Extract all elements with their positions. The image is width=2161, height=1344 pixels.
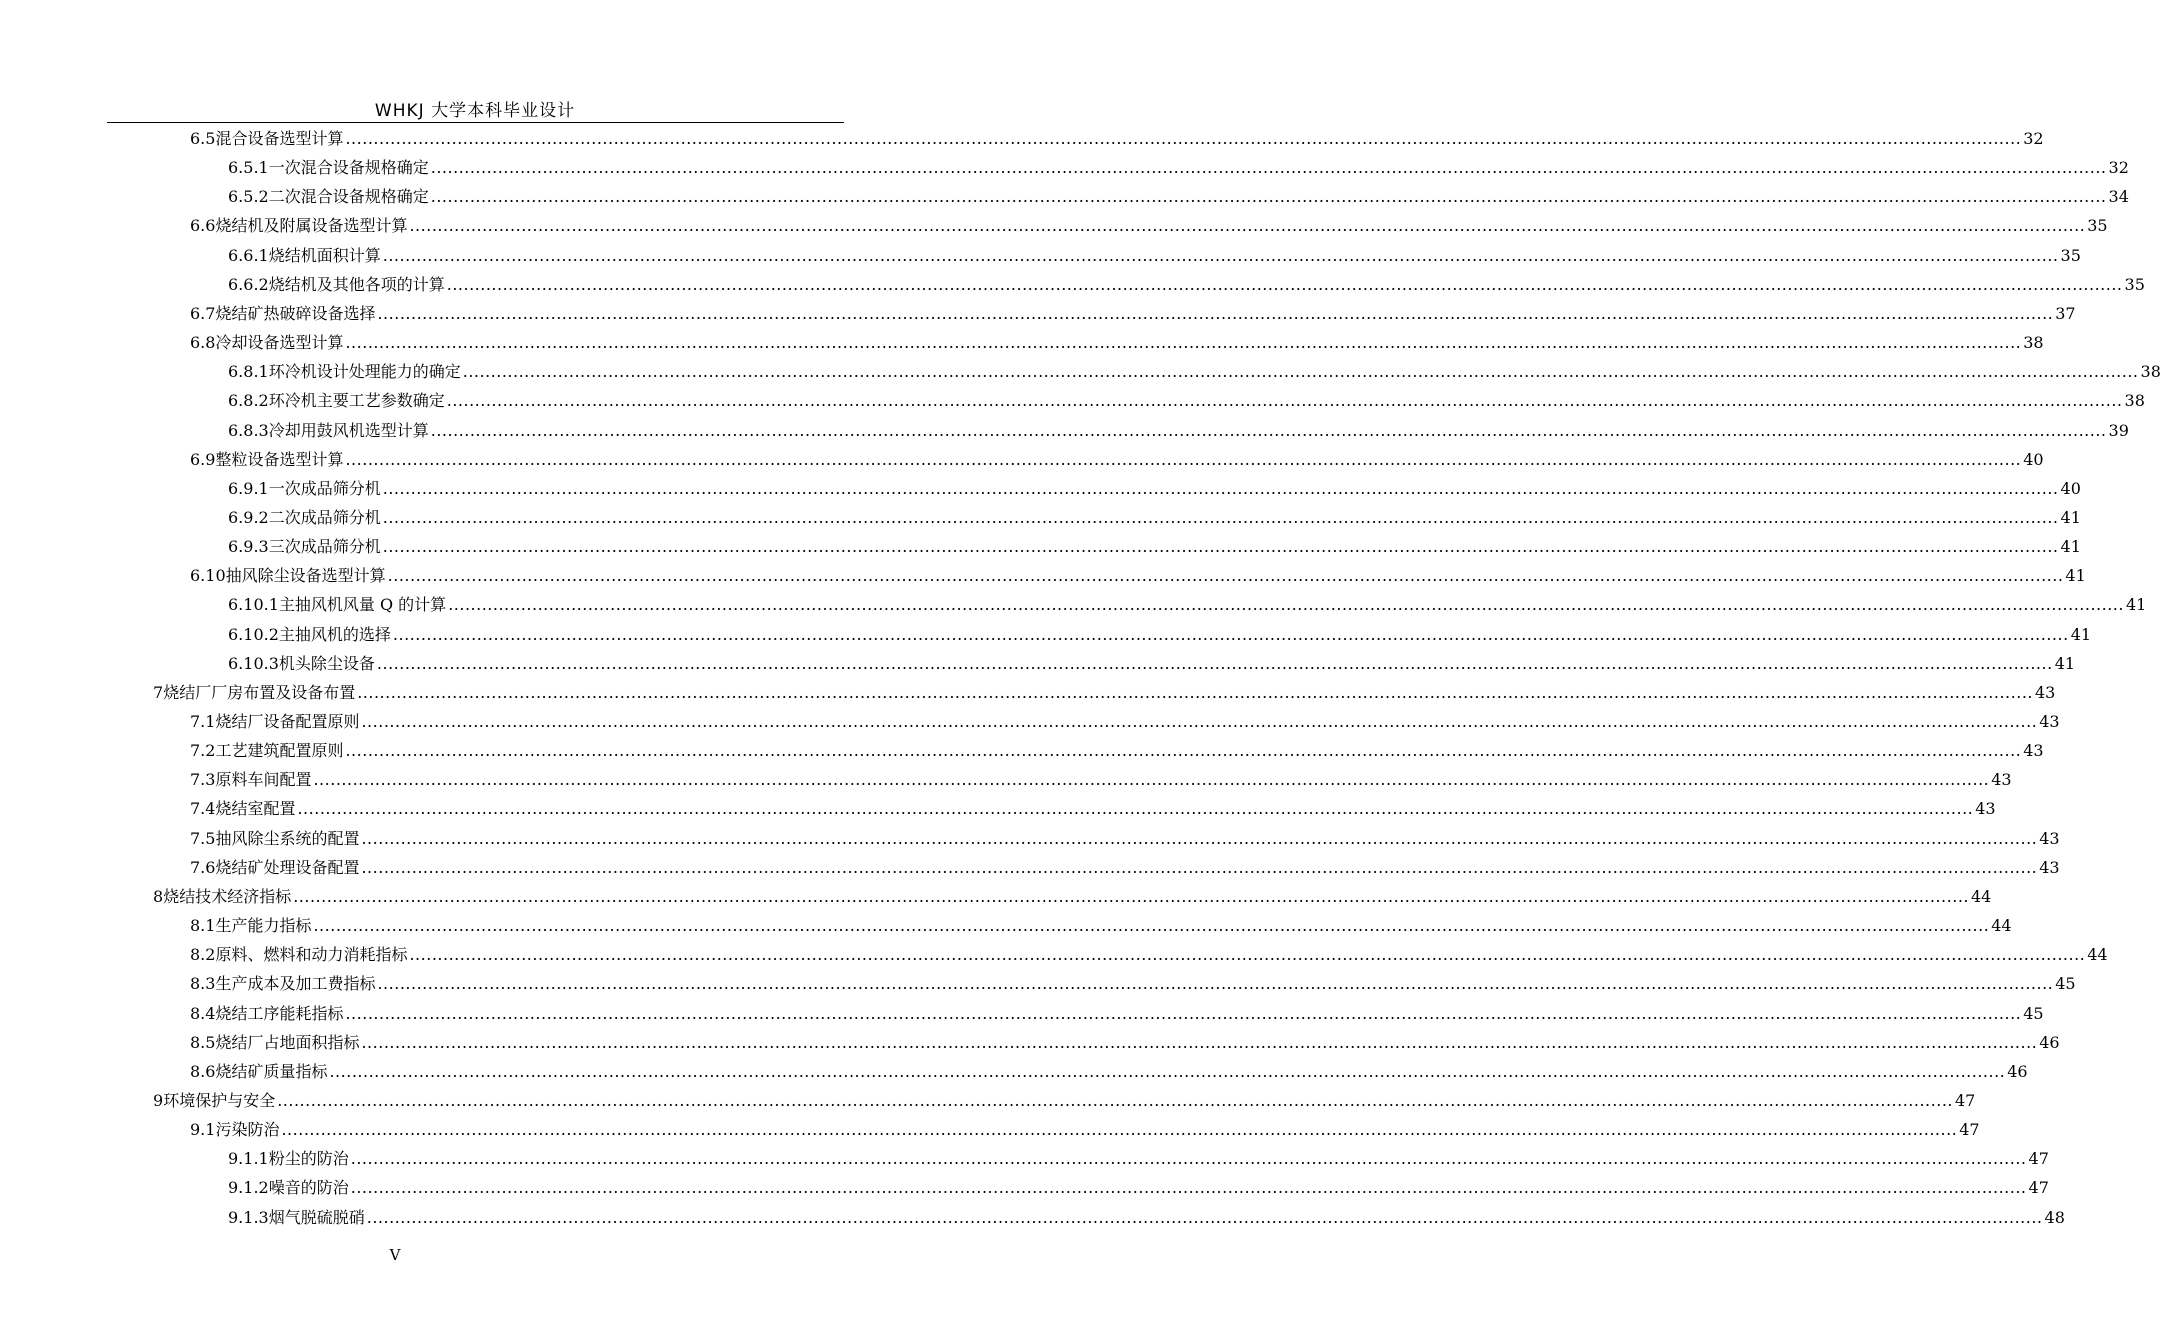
toc-entry-number: 6.8.3 xyxy=(228,420,269,440)
toc-dot-leader: ............................................................................................................................................................................................................................................................................................................ xyxy=(313,916,1990,935)
toc-entry-title: 原料、燃料和动力消耗指标 xyxy=(215,945,408,965)
toc-entry[interactable] xyxy=(228,474,2081,503)
toc-entry-title: 环冷机设计处理能力的确定 xyxy=(268,362,461,382)
toc-entry[interactable] xyxy=(190,707,2060,736)
toc-dot-leader: ............................................................................................................................................................................................................................................................................................................ xyxy=(329,1061,2006,1081)
toc-entry[interactable] xyxy=(228,357,2161,386)
toc-entry-title: 环境保护与安全 xyxy=(163,1090,276,1110)
toc-entry[interactable] xyxy=(190,211,2108,240)
toc-entry-title: 烧结矿热破碎设备选择 xyxy=(215,303,376,323)
toc-entry[interactable] xyxy=(190,736,2044,765)
toc-entry-title: 烧结矿处理设备配置 xyxy=(215,857,360,877)
toc-entry-page: 41 xyxy=(2054,653,2076,673)
toc-entry[interactable] xyxy=(190,1028,2060,1057)
toc-entry-number: 6.6.1 xyxy=(228,245,269,265)
toc-dot-leader: ............................................................................................................................................................................................................................................................................................................ xyxy=(382,537,2059,557)
toc-entry-title: 噪音的防治 xyxy=(268,1178,349,1198)
toc-entry[interactable] xyxy=(228,153,2129,182)
toc-dot-leader: ............................................................................................................................................................................................................................................................................................................ xyxy=(357,682,2033,702)
toc-entry-title: 主抽风机风量 Q 的计算 xyxy=(278,595,447,615)
toc-entry-number: 6.5.2 xyxy=(228,187,269,207)
toc-entry-number: 6.9 xyxy=(190,449,216,469)
toc-entry-number: 9.1.1 xyxy=(228,1149,269,1169)
toc-entry[interactable] xyxy=(228,182,2129,211)
toc-entry-number: 7.3 xyxy=(190,770,216,790)
toc-entry-title: 整粒设备选型计算 xyxy=(215,449,344,469)
toc-dot-leader: ............................................................................................................................................................................................................................................................................................................ xyxy=(462,362,2139,382)
toc-entry-number: 6.9.3 xyxy=(228,537,269,557)
toc-entry-page: 45 xyxy=(2023,1003,2044,1023)
toc-entry-page: 41 xyxy=(2060,507,2081,527)
toc-entry-number: 8.1 xyxy=(190,916,216,935)
toc-entry[interactable] xyxy=(190,911,2012,940)
toc-dot-leader: ............................................................................................................................................................................................................................................................................................................ xyxy=(313,770,1990,790)
toc-entry[interactable] xyxy=(190,1115,1980,1144)
toc-entry-page: 40 xyxy=(2060,478,2081,498)
toc-entry-number: 7.4 xyxy=(190,799,216,819)
toc-entry-page: 35 xyxy=(2124,274,2145,294)
toc-entry-page: 46 xyxy=(2007,1061,2028,1081)
toc-entry[interactable] xyxy=(190,969,2076,998)
toc-entry[interactable] xyxy=(190,794,1996,823)
toc-entry-title: 环冷机主要工艺参数确定 xyxy=(268,391,445,411)
toc-entry[interactable] xyxy=(228,241,2081,270)
toc-entry[interactable] xyxy=(153,882,1992,911)
toc-entry-page: 39 xyxy=(2108,420,2129,440)
toc-entry[interactable] xyxy=(228,532,2081,561)
toc-entry-number: 6.9.1 xyxy=(228,478,269,498)
toc-entry-title: 一次混合设备规格确定 xyxy=(268,158,429,178)
toc-dot-leader: ............................................................................................................................................................................................................................................................................................................ xyxy=(382,507,2059,527)
toc-dot-leader: ............................................................................................................................................................................................................................................................................................................ xyxy=(382,245,2059,265)
toc-entry-page: 41 xyxy=(2060,537,2081,557)
toc-dot-leader: ............................................................................................................................................................................................................................................................................................................ xyxy=(377,974,2054,994)
toc-entry-page: 35 xyxy=(2087,216,2108,236)
toc-entry-page: 47 xyxy=(1954,1090,1976,1110)
toc-entry-title: 二次混合设备规格确定 xyxy=(268,187,429,207)
toc-entry[interactable] xyxy=(228,270,2145,299)
toc-dot-leader: ............................................................................................................................................................................................................................................................................................................ xyxy=(361,828,2038,848)
toc-dot-leader: ............................................................................................................................................................................................................................................................................................................ xyxy=(376,653,2053,673)
toc-entry-number: 8.3 xyxy=(190,974,216,994)
toc-entry[interactable] xyxy=(153,678,2056,707)
toc-entry-number: 6.10.3 xyxy=(228,653,279,673)
toc-entry[interactable] xyxy=(228,503,2081,532)
toc-entry-title: 污染防治 xyxy=(215,1120,280,1140)
toc-entry-title: 机头除尘设备 xyxy=(278,653,375,673)
toc-entry-number: 7.2 xyxy=(190,741,216,761)
toc-entry-page: 41 xyxy=(2125,595,2147,615)
toc-entry-number: 7 xyxy=(153,682,164,702)
toc-entry-title: 冷却设备选型计算 xyxy=(215,333,344,352)
toc-dot-leader: ............................................................................................................................................................................................................................................................................................................ xyxy=(430,158,2107,178)
toc-entry-title: 原料车间配置 xyxy=(215,770,312,790)
toc-entry-page: 43 xyxy=(2039,828,2060,848)
toc-entry-page: 43 xyxy=(1975,799,1996,819)
toc-entry-title: 烧结矿质量指标 xyxy=(215,1061,328,1081)
toc-entry-number: 9.1.3 xyxy=(228,1207,269,1227)
toc-dot-leader: ............................................................................................................................................................................................................................................................................................................ xyxy=(361,857,2038,877)
toc-entry-page: 47 xyxy=(2028,1178,2049,1198)
toc-entry-number: 6.9.2 xyxy=(228,507,269,527)
toc-entry[interactable] xyxy=(190,853,2060,882)
toc-entry-page: 47 xyxy=(2028,1149,2049,1169)
toc-entry-page: 38 xyxy=(2124,391,2145,411)
toc-entry[interactable] xyxy=(228,386,2145,415)
toc-entry-page: 37 xyxy=(2055,303,2076,323)
toc-entry-title: 烟气脱硫脱硝 xyxy=(268,1207,365,1227)
toc-entry[interactable] xyxy=(190,940,2108,969)
toc-entry-page: 41 xyxy=(2070,624,2092,644)
toc-entry-number: 6.6.2 xyxy=(228,274,269,294)
toc-dot-leader: ............................................................................................................................................................................................................................................................................................................ xyxy=(361,712,2038,731)
toc-entry-page: 44 xyxy=(1970,886,1992,906)
toc-entry-title: 工艺建筑配置原则 xyxy=(215,741,344,761)
toc-entry-title: 烧结厂设备配置原则 xyxy=(215,712,360,731)
toc-entry-number: 8 xyxy=(153,886,164,906)
toc-entry-number: 6.5.1 xyxy=(228,158,269,178)
toc-dot-leader: ............................................................................................................................................................................................................................................................................................................ xyxy=(446,274,2123,294)
toc-entry-number: 9.1 xyxy=(190,1120,216,1140)
toc-entry[interactable] xyxy=(228,620,2092,649)
toc-entry-page: 43 xyxy=(2023,741,2044,761)
toc-dot-leader: ............................................................................................................................................................................................................................................................................................................ xyxy=(350,1149,2027,1169)
toc-entry-page: 43 xyxy=(1991,770,2012,790)
toc-entry[interactable] xyxy=(228,416,2129,445)
toc-entry-page: 44 xyxy=(2087,945,2108,965)
toc-entry-page: 35 xyxy=(2060,245,2081,265)
toc-entry[interactable] xyxy=(153,1086,1976,1115)
toc-dot-leader: ............................................................................................................................................................................................................................................................................................................ xyxy=(345,129,2022,148)
toc-dot-leader: ............................................................................................................................................................................................................................................................................................................ xyxy=(446,391,2123,411)
toc-dot-leader: ............................................................................................................................................................................................................................................................................................................ xyxy=(409,945,2086,965)
toc-entry-page: 38 xyxy=(2023,333,2044,352)
toc-entry-title: 冷却用鼓风机选型计算 xyxy=(268,420,429,440)
toc-entry-number: 6.6 xyxy=(190,216,216,236)
toc-entry-number: 7.5 xyxy=(190,828,216,848)
toc-entry-number: 8.2 xyxy=(190,945,216,965)
toc-entry-page: 44 xyxy=(1991,916,2012,935)
toc-entry-page: 48 xyxy=(2044,1207,2065,1227)
toc-dot-leader: ............................................................................................................................................................................................................................................................................................................ xyxy=(293,886,1969,906)
toc-entry-number: 6.10.1 xyxy=(228,595,279,615)
toc-entry-title: 混合设备选型计算 xyxy=(215,129,344,148)
toc-entry-title: 抽风除尘设备选型计算 xyxy=(225,566,386,586)
toc-dot-leader: ............................................................................................................................................................................................................................................................................................................ xyxy=(382,478,2059,498)
toc-dot-leader: ............................................................................................................................................................................................................................................................................................................ xyxy=(345,333,2022,352)
toc-dot-leader: ............................................................................................................................................................................................................................................................................................................ xyxy=(345,449,2022,469)
toc-entry-number: 6.10.2 xyxy=(228,624,279,644)
toc-entry-title: 一次成品筛分机 xyxy=(268,478,381,498)
toc-entry-title: 烧结机及附属设备选型计算 xyxy=(215,216,408,236)
toc-entry-page: 43 xyxy=(2039,857,2060,877)
toc-entry-title: 烧结机面积计算 xyxy=(268,245,381,265)
toc-entry[interactable] xyxy=(228,1203,2065,1232)
toc-dot-leader: ............................................................................................................................................................................................................................................................................................................ xyxy=(350,1178,2027,1198)
header-divider xyxy=(107,122,844,123)
page-header-title: WHKJ 大学本科毕业设计 xyxy=(374,101,576,121)
toc-entry-number: 6.7 xyxy=(190,303,216,323)
toc-entry[interactable] xyxy=(228,1144,2049,1173)
toc-entry[interactable] xyxy=(190,1057,2028,1086)
toc-entry-page: 32 xyxy=(2023,129,2044,148)
toc-entry[interactable] xyxy=(228,1173,2049,1202)
toc-entry-page: 47 xyxy=(1959,1120,1980,1140)
toc-entry[interactable] xyxy=(190,824,2060,853)
toc-entry-title: 烧结厂占地面积指标 xyxy=(215,1032,360,1052)
toc-entry-title: 抽风除尘系统的配置 xyxy=(215,828,360,848)
toc-entry-title: 烧结工序能耗指标 xyxy=(215,1003,344,1023)
toc-dot-leader: ............................................................................................................................................................................................................................................................................................................ xyxy=(345,1003,2022,1023)
toc-entry-title: 烧结机及其他各项的计算 xyxy=(268,274,445,294)
toc-dot-leader: ............................................................................................................................................................................................................................................................................................................ xyxy=(345,741,2022,761)
toc-entry-title: 三次成品筛分机 xyxy=(268,537,381,557)
toc-entry-number: 6.8.2 xyxy=(228,391,269,411)
toc-entry[interactable] xyxy=(190,445,2044,474)
toc-dot-leader: ............................................................................................................................................................................................................................................................................................................ xyxy=(387,566,2064,586)
toc-entry-page: 43 xyxy=(2039,712,2060,731)
toc-entry-page: 32 xyxy=(2108,158,2129,178)
toc-entry-number: 8.6 xyxy=(190,1061,216,1081)
toc-entry-page: 34 xyxy=(2108,187,2129,207)
toc-entry-number: 6.8 xyxy=(190,333,216,352)
toc-entry[interactable] xyxy=(228,649,2076,678)
toc-entry-title: 烧结厂厂房布置及设备布置 xyxy=(163,682,356,702)
toc-entry-page: 43 xyxy=(2034,682,2056,702)
toc-entry-title: 生产能力指标 xyxy=(215,916,312,935)
toc-entry-title: 烧结技术经济指标 xyxy=(163,886,292,906)
toc-entry-number: 9.1.2 xyxy=(228,1178,269,1198)
toc-dot-leader: ............................................................................................................................................................................................................................................................................................................ xyxy=(448,595,2124,615)
toc-dot-leader: ............................................................................................................................................................................................................................................................................................................ xyxy=(281,1120,1958,1140)
toc-entry-page: 38 xyxy=(2140,362,2161,382)
toc-entry[interactable] xyxy=(190,328,2044,357)
toc-entry[interactable] xyxy=(228,590,2147,619)
page-number: V xyxy=(389,1246,401,1264)
toc-entry-number: 8.4 xyxy=(190,1003,216,1023)
toc-dot-leader: ............................................................................................................................................................................................................................................................................................................ xyxy=(361,1032,2038,1052)
toc-entry-number: 9 xyxy=(153,1090,164,1110)
toc-entry-page: 40 xyxy=(2023,449,2044,469)
toc-entry[interactable] xyxy=(190,299,2076,328)
toc-entry-page: 46 xyxy=(2039,1032,2060,1052)
toc-dot-leader: ............................................................................................................................................................................................................................................................................................................ xyxy=(277,1090,1953,1110)
toc-entry-number: 6.8.1 xyxy=(228,362,269,382)
toc-entry-title: 生产成本及加工费指标 xyxy=(215,974,376,994)
toc-entry-page: 45 xyxy=(2055,974,2076,994)
toc-entry-page: 41 xyxy=(2065,566,2086,586)
toc-entry-title: 烧结室配置 xyxy=(215,799,296,819)
toc-dot-leader: ............................................................................................................................................................................................................................................................................................................ xyxy=(377,303,2054,323)
toc-entry-number: 8.5 xyxy=(190,1032,216,1052)
toc-entry-number: 6.10 xyxy=(190,566,226,586)
toc-entry[interactable] xyxy=(190,124,2044,153)
toc-dot-leader: ............................................................................................................................................................................................................................................................................................................ xyxy=(430,420,2107,440)
toc-entry[interactable] xyxy=(190,765,2012,794)
toc-dot-leader: ............................................................................................................................................................................................................................................................................................................ xyxy=(366,1207,2043,1227)
toc-entry[interactable] xyxy=(190,561,2086,590)
toc-dot-leader: ............................................................................................................................................................................................................................................................................................................ xyxy=(409,216,2086,236)
toc-entry-number: 7.6 xyxy=(190,857,216,877)
toc-dot-leader: ............................................................................................................................................................................................................................................................................................................ xyxy=(297,799,1974,819)
toc-entry[interactable] xyxy=(190,999,2044,1028)
toc-entry-title: 二次成品筛分机 xyxy=(268,507,381,527)
toc-dot-leader: ............................................................................................................................................................................................................................................................................................................ xyxy=(430,187,2107,207)
toc-entry-title: 主抽风机的选择 xyxy=(278,624,391,644)
toc-entry-title: 粉尘的防治 xyxy=(268,1149,349,1169)
toc-entry-number: 6.5 xyxy=(190,129,216,148)
toc-entry-number: 7.1 xyxy=(190,712,216,731)
toc-dot-leader: ............................................................................................................................................................................................................................................................................................................ xyxy=(392,624,2069,644)
